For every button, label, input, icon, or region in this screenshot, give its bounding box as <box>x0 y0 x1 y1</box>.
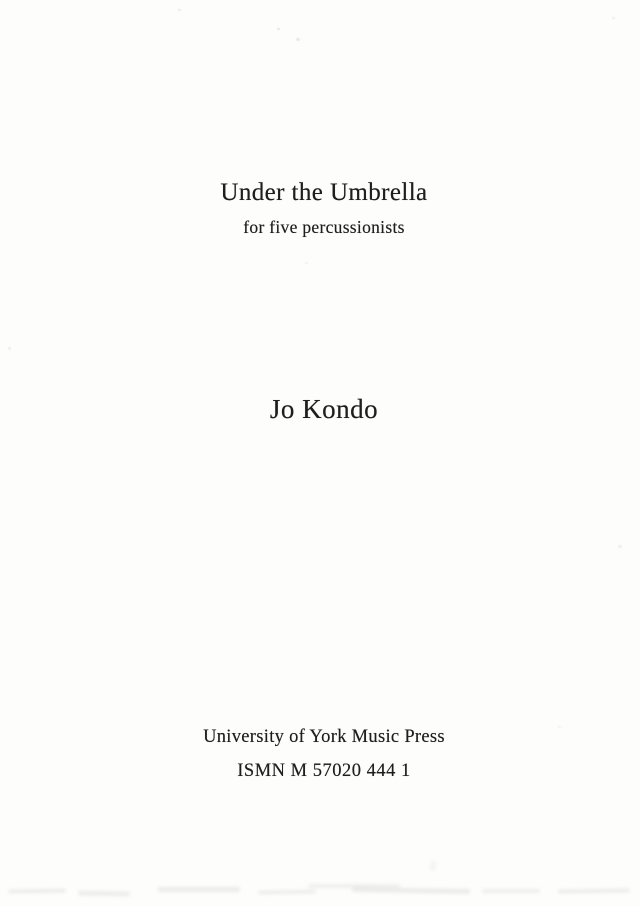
scan-speck <box>558 726 561 728</box>
scan-bleedthrough-streak <box>352 887 470 894</box>
scan-speck <box>8 347 11 350</box>
scan-bleedthrough-streak <box>8 888 66 893</box>
scan-speck <box>296 38 300 41</box>
composer-name: Jo Kondo <box>269 394 379 424</box>
work-title: Under the Umbrella <box>220 179 428 206</box>
scan-speck <box>612 17 615 19</box>
scan-speck <box>277 28 280 30</box>
scan-bleedthrough-streak <box>429 860 437 871</box>
publisher-name: University of York Music Press <box>203 727 445 747</box>
scan-speck <box>178 9 181 11</box>
ismn-number: ISMN M 57020 444 1 <box>237 761 411 781</box>
scan-bleedthrough-streak <box>258 889 316 894</box>
scan-speck <box>305 262 308 264</box>
work-subtitle: for five percussionists <box>243 217 405 237</box>
scan-bleedthrough-streak <box>78 891 130 897</box>
scan-speck <box>618 545 622 548</box>
scan-bleedthrough-streak <box>482 889 540 893</box>
scan-bleedthrough-streak <box>558 888 630 893</box>
scan-bleedthrough-streak <box>158 887 240 892</box>
